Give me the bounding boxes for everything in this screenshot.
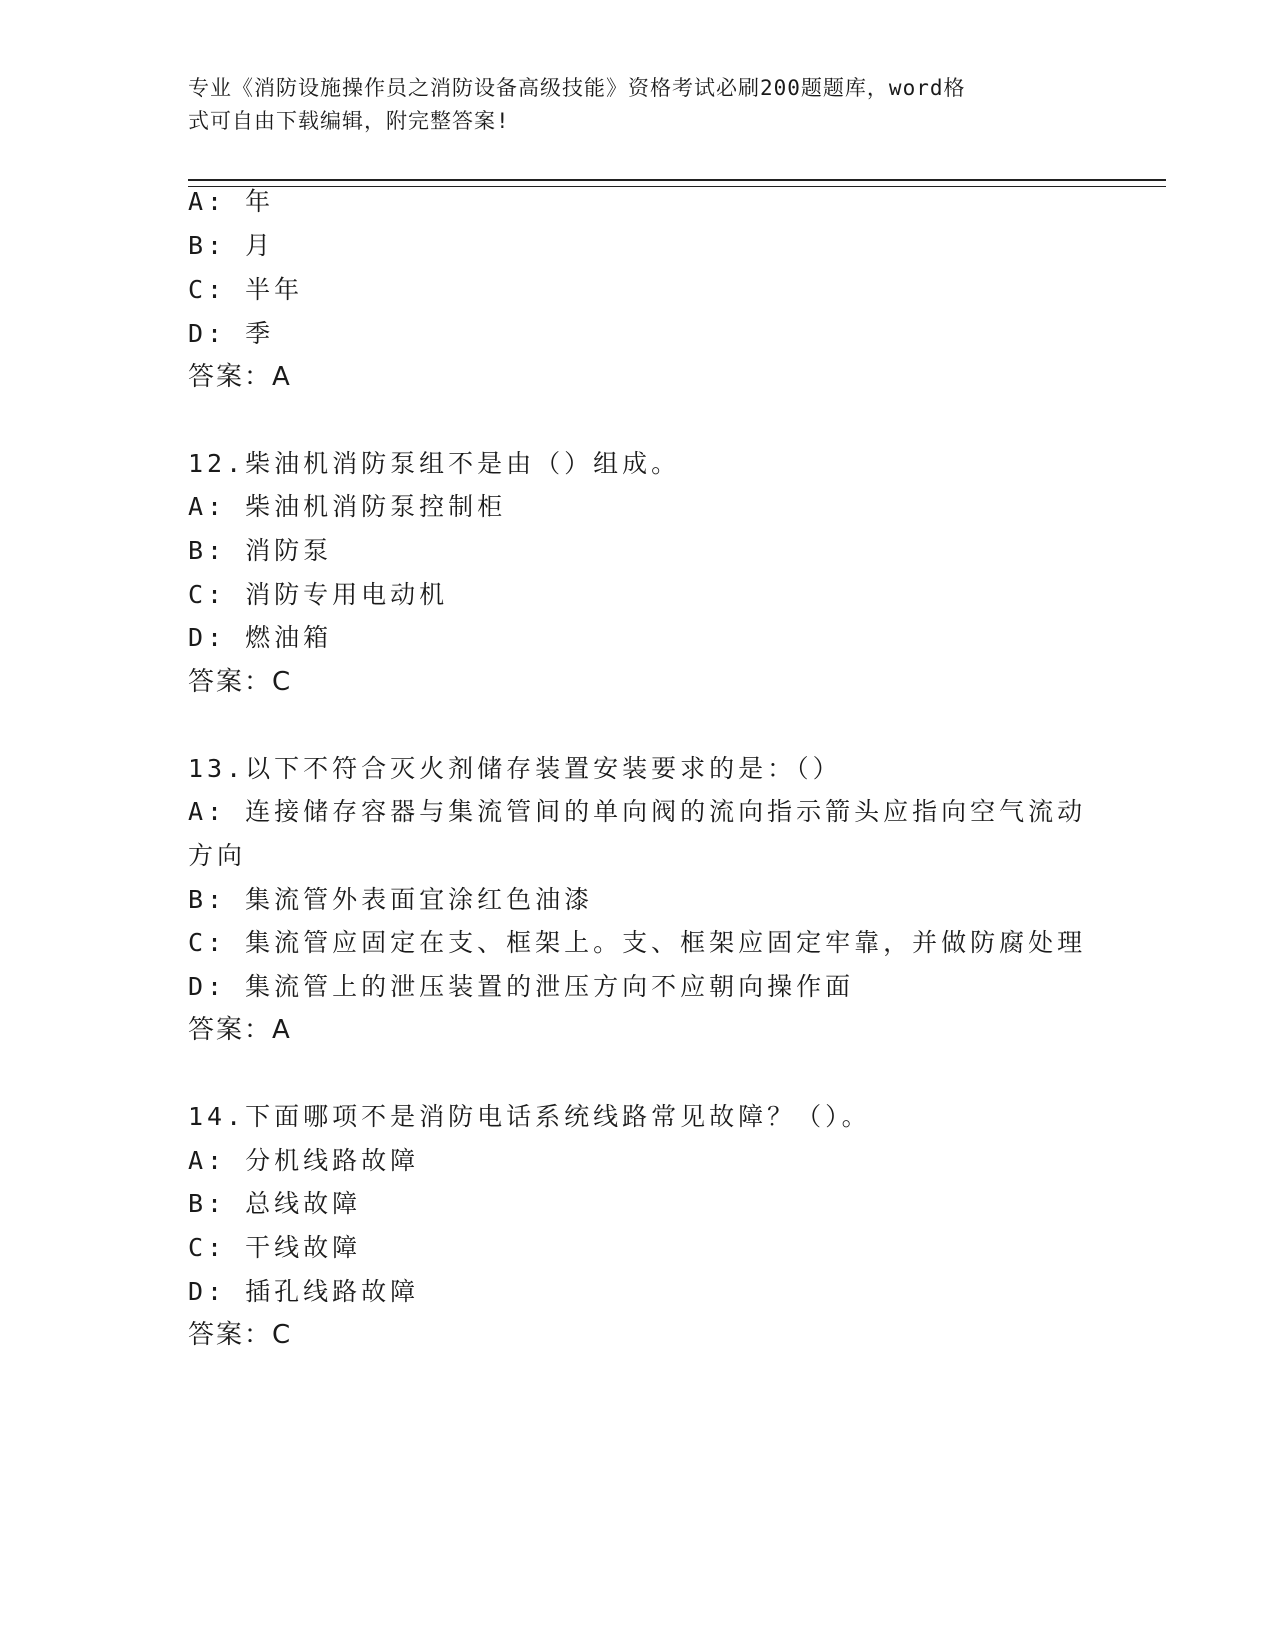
q11-option-d: D: 季 <box>188 319 275 348</box>
q12-stem: 12.柴油机消防泵组不是由（）组成。 <box>188 449 681 478</box>
q13-option-a-continued: 方向 <box>188 841 247 870</box>
header-divider <box>188 179 1166 187</box>
q12-option-b: B: 消防泵 <box>188 536 333 565</box>
q11-option-c: C: 半年 <box>188 275 304 304</box>
q12-option-c: C: 消防专用电动机 <box>188 580 449 609</box>
q14-stem: 14.下面哪项不是消防电话系统线路常见故障？（）。 <box>188 1102 871 1131</box>
q13-option-a: A: 连接储存容器与集流管间的单向阀的流向指示箭头应指向空气流动 <box>188 797 1087 826</box>
q12-option-d: D: 燃油箱 <box>188 623 333 652</box>
q13-answer: 答案：A <box>188 1015 292 1045</box>
q12-answer: 答案：C <box>188 667 293 697</box>
q14-option-a: A: 分机线路故障 <box>188 1146 420 1175</box>
q11-answer: 答案：A <box>188 362 292 392</box>
q13-option-c: C: 集流管应固定在支、框架上。支、框架应固定牢靠，并做防腐处理 <box>188 928 1087 957</box>
q14-option-c: C: 干线故障 <box>188 1233 362 1262</box>
q14-option-b: B: 总线故障 <box>188 1189 362 1218</box>
header-line-2: 式可自由下载编辑，附完整答案! <box>188 109 510 133</box>
q13-option-d: D: 集流管上的泄压装置的泄压方向不应朝向操作面 <box>188 972 855 1001</box>
q13-option-b: B: 集流管外表面宜涂红色油漆 <box>188 885 594 914</box>
q13-stem: 13.以下不符合灭火剂储存装置安装要求的是：（） <box>188 754 842 783</box>
q12-option-a: A: 柴油机消防泵控制柜 <box>188 492 507 521</box>
document-header <box>188 72 1078 138</box>
q11-option-a: A: 年 <box>188 187 275 216</box>
header-line-1: 专业《消防设施操作员之消防设备高级技能》资格考试必刷200题题库，word格 <box>188 76 966 100</box>
q11-option-b: B: 月 <box>188 231 275 260</box>
q14-answer: 答案：C <box>188 1320 293 1350</box>
q14-option-d: D: 插孔线路故障 <box>188 1277 420 1306</box>
